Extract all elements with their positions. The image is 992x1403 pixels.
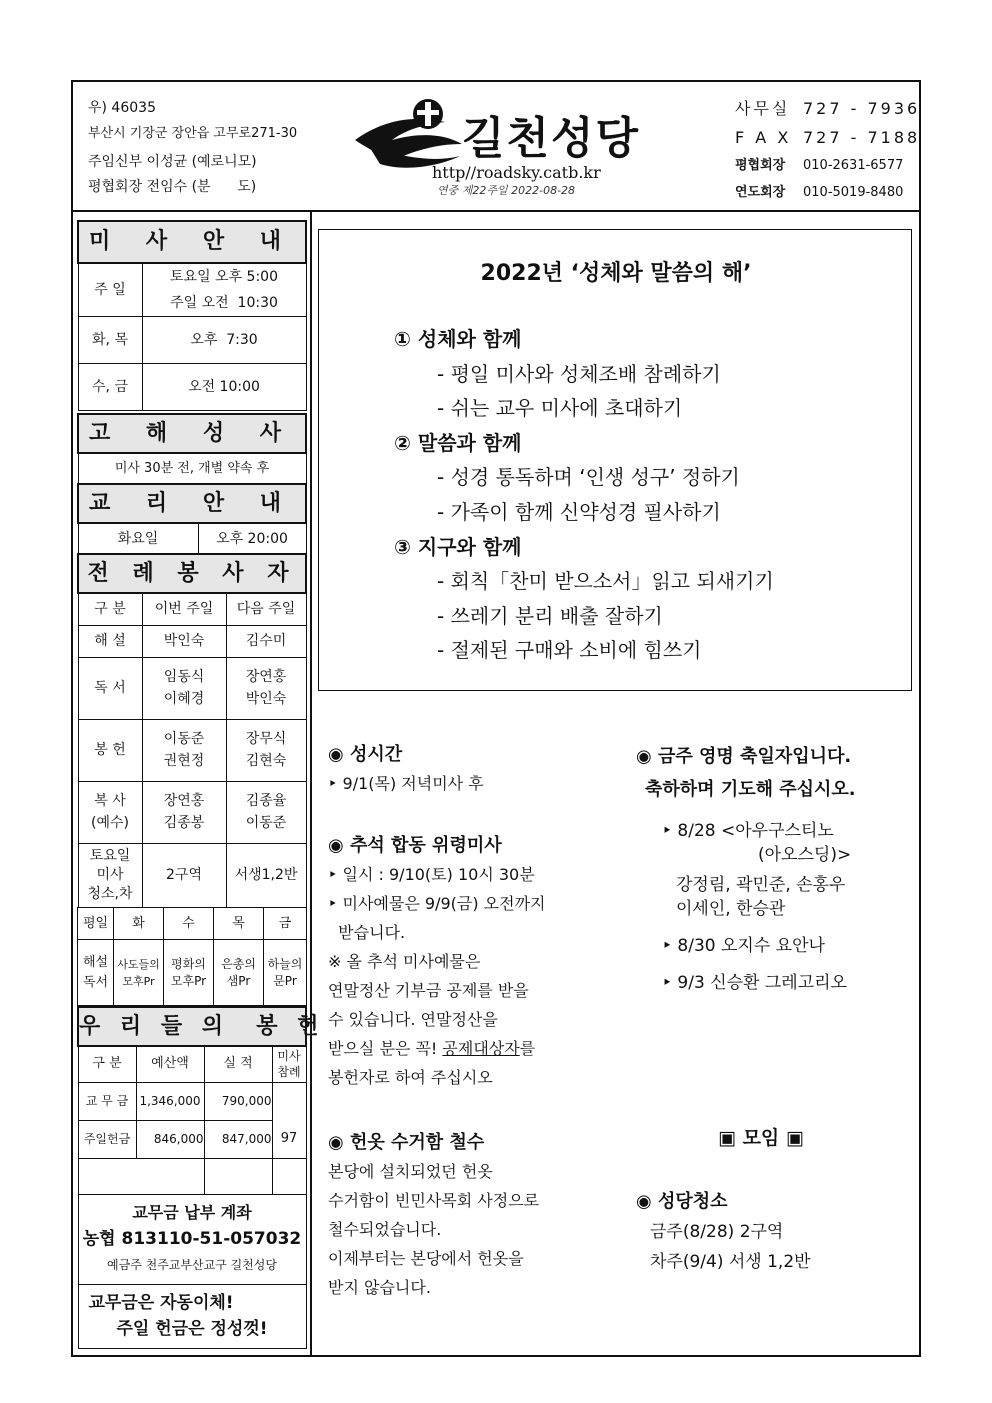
catechism-time: 오후 20:00 — [198, 523, 306, 555]
wedfri-label: 수, 금 — [78, 364, 142, 411]
offering-actual: 847,000 — [204, 1120, 272, 1158]
mass-attendance: 97 — [280, 1130, 298, 1146]
offering-table — [77, 1006, 325, 1349]
servers-col-this: 이번 주일 — [142, 593, 226, 625]
server-this: 이동준 권현정 — [142, 719, 226, 781]
header-address-block — [88, 96, 297, 200]
offering-col-actual: 실 적 — [204, 1046, 272, 1082]
chuseok-line: ‣ 일시 : 9/10(토) 10시 30분 — [328, 865, 535, 884]
tuethu-time: 오후 7:30 — [142, 317, 306, 364]
theme-item: - 절제된 구매와 소비에 힘쓰기 — [437, 638, 702, 663]
chuseok-line: 봉헌자로 하여 주십시오 — [328, 1068, 493, 1087]
fax-phone: 727 - 7188 — [803, 128, 921, 147]
feast-names: 이세인, 한승관 — [676, 899, 786, 919]
offering-col-kind: 구 분 — [78, 1046, 136, 1082]
chuseok-line: ‣ 미사예물은 9/9(금) 오전까지 — [328, 894, 546, 913]
slogan-1: 교무금은 자동이체! — [88, 1293, 234, 1313]
server-role: 토요일 미사 청소,차 — [78, 843, 142, 907]
feast-list — [662, 818, 851, 997]
notices-column — [328, 740, 484, 798]
clothes-line: 철수되었습니다. — [328, 1220, 442, 1239]
yeondo-phone: 010-5019-8480 — [803, 185, 904, 200]
chuseok-line: 받습니다. — [328, 923, 406, 942]
chuseok-line: 연말정산 기부금 공제를 받을 — [328, 981, 529, 1000]
server-this: 장연홍 김종봉 — [142, 781, 226, 843]
account-holder: 예금주 천주교부산교구 길천성당 — [107, 1258, 277, 1272]
parish-url: http//roadsky.catb.kr — [432, 163, 601, 182]
server-role: 독 서 — [78, 657, 142, 719]
office-label: 사무실 — [735, 99, 791, 118]
offering-col-budget: 예산액 — [136, 1046, 204, 1082]
offering-budget: 1,346,000 — [136, 1082, 204, 1120]
offering-kind: 주일헌금 — [78, 1120, 136, 1158]
offering-title: 우 리 들 의 봉 헌 — [78, 1007, 306, 1046]
offering-kind: 교 무 금 — [78, 1082, 136, 1120]
yearly-theme-box — [318, 229, 912, 691]
weekday-header: 수 — [164, 908, 214, 940]
feast-title-2: 축하하며 기도해 주십시오. — [645, 779, 856, 800]
slogan-2: 주일 헌금은 정성껏! — [116, 1319, 268, 1339]
chuseok-line: 받으실 분은 꼭! — [328, 1039, 443, 1058]
theme-heading: ① 성체와 함께 — [394, 327, 522, 351]
meetings-block — [636, 1187, 811, 1277]
council-phone: 010-2631-6577 — [803, 158, 904, 173]
account-title: 교무금 납부 계좌 — [132, 1203, 252, 1222]
sunday-time-2: 주일 오전 10:30 — [170, 295, 278, 311]
theme-item: - 성경 통독하며 ‘인생 성구’ 정하기 — [437, 465, 740, 490]
cleaning-this-week: 금주(8/28) 2구역 — [650, 1222, 784, 1242]
theme-item: - 회칙「찬미 받으소서」읽고 되새기기 — [437, 569, 774, 594]
server-role: 해 설 — [78, 625, 142, 657]
weekday-cell: 해설 독서 — [78, 940, 114, 1006]
theme-heading: ② 말씀과 함께 — [394, 430, 522, 455]
liturgical-date: 연중 제22주일 2022-08-28 — [437, 184, 576, 197]
server-this: 2구역 — [142, 843, 226, 907]
server-next: 김수미 — [226, 625, 306, 657]
offering-actual: 790,000 — [204, 1082, 272, 1120]
chuseok-line: ※ 올 추석 미사예물은 — [328, 952, 481, 971]
clothes-line: 본당에 설치되었던 헌옷 — [328, 1162, 493, 1181]
yeondo-label: 연도회장 — [735, 185, 786, 200]
clothes-line: 받지 않습니다. — [328, 1278, 431, 1297]
server-role: 봉 헌 — [78, 719, 142, 781]
weekday-header: 금 — [264, 908, 307, 940]
confession-table — [77, 413, 307, 486]
address: 부산시 기장군 장안읍 고무로271-30 — [88, 126, 298, 141]
server-role: 복 사 (예수) — [78, 781, 142, 843]
weekday-cell: 은총의 샘Pr — [214, 940, 264, 1006]
feast-item: ‣ 8/28 <아우구스티노 — [662, 821, 834, 841]
feast-title-1: ◉ 금주 영명 축일자입니다. — [636, 746, 852, 767]
feast-item: (아오스딩)> — [758, 845, 852, 865]
servers-table — [77, 553, 307, 908]
pastor: 주임신부 이성균 (예로니모) — [88, 154, 257, 170]
server-next: 장연홍 박인숙 — [226, 657, 306, 719]
theme-title: 2022년 ‘성체와 말씀의 해’ — [480, 261, 752, 286]
sunday-label: 주 일 — [78, 263, 142, 317]
weekday-cell: 하늘의 문Pr — [264, 940, 307, 1006]
cleaning-next-week: 차주(9/4) 서생 1,2반 — [650, 1252, 811, 1272]
clothes-title: ◉ 헌옷 수거함 철수 — [328, 1132, 485, 1153]
weekday-cell: 사도들의 모후Pr — [114, 940, 164, 1006]
theme-heading: ③ 지구와 함께 — [394, 534, 522, 559]
theme-list — [394, 322, 774, 668]
servers-title: 전 례 봉 사 자 — [78, 554, 306, 593]
offering-budget: 846,000 — [136, 1120, 204, 1158]
parish-name: 길천성당 — [462, 113, 641, 164]
wedfri-time: 오전 10:00 — [142, 364, 306, 411]
confession-text: 미사 30분 전, 개별 약속 후 — [78, 453, 306, 485]
theme-item: - 가족이 함께 신약성경 필사하기 — [437, 499, 721, 524]
tuethu-label: 화, 목 — [78, 317, 142, 364]
account-number: 농협 813110-51-057032 — [82, 1229, 302, 1249]
sunday-time-1: 토요일 오후 5:00 — [170, 269, 278, 285]
clothes-line: 수거함이 빈민사목회 사정으로 — [328, 1191, 540, 1210]
fax-label: F A X — [735, 128, 792, 147]
theme-item: - 쓰레기 분리 배출 잘하기 — [437, 603, 663, 628]
header-divider — [71, 210, 921, 212]
feast-item: ‣ 9/3 신승환 그레고리오 — [662, 973, 847, 993]
server-next: 장무식 김현숙 — [226, 719, 306, 781]
clothes-line: 이제부터는 본당에서 헌옷을 — [328, 1249, 524, 1268]
weekday-header: 화 — [114, 908, 164, 940]
council-head: 평협회장 전임수 (분 도) — [88, 179, 257, 195]
feast-column — [636, 740, 856, 806]
servers-col-kind: 구 분 — [78, 593, 142, 625]
council-label: 평협회장 — [735, 158, 786, 173]
server-next: 김종율 이동준 — [226, 781, 306, 843]
cleaning-title: ◉ 성당청소 — [636, 1191, 728, 1212]
catechism-title: 교 리 안 내 — [78, 484, 306, 523]
office-phone: 727 - 7936 — [803, 99, 921, 118]
mass-title: 미 사 안 내 — [78, 221, 306, 263]
catechism-day: 화요일 — [78, 523, 198, 555]
chuseok-notice — [328, 831, 546, 1092]
theme-item: - 쉬는 교우 미사에 초대하기 — [437, 396, 683, 421]
chuseok-line: 수 있습니다. 연말정산을 — [328, 1010, 498, 1029]
offering-col-mass: 미사 참례 — [272, 1046, 306, 1082]
feast-item: ‣ 8/30 오지수 요안나 — [662, 936, 825, 956]
server-next: 서생1,2반 — [226, 843, 306, 907]
servers-col-next: 다음 주일 — [226, 593, 306, 625]
weekday-header: 목 — [214, 908, 264, 940]
chuseok-line: 를 — [519, 1039, 536, 1058]
weekday-header: 평일 — [78, 908, 114, 940]
theme-item: - 평일 미사와 성체조배 참례하기 — [437, 361, 721, 386]
confession-title: 고 해 성 사 — [78, 414, 306, 453]
deduction-target: 공제대상자 — [442, 1039, 520, 1058]
chuseok-title: ◉ 추석 합동 위령미사 — [328, 835, 502, 856]
postcode: 우) 46035 — [88, 100, 156, 116]
mass-schedule-table — [77, 220, 307, 411]
clothes-notice — [328, 1128, 539, 1302]
weekday-cell: 평화의 모후Pr — [164, 940, 214, 1006]
server-this: 임동식 이혜경 — [142, 657, 226, 719]
feast-names: 강정림, 곽민준, 손홍우 — [676, 875, 846, 895]
weekday-servers-table — [77, 907, 307, 1006]
server-this: 박인숙 — [142, 625, 226, 657]
holy-hour-text: ‣ 9/1(목) 저녁미사 후 — [328, 774, 484, 793]
column-divider — [310, 211, 312, 1356]
meetings-title: ▣ 모임 ▣ — [718, 1127, 804, 1149]
catechism-table — [77, 483, 307, 556]
holy-hour-title: ◉ 성시간 — [328, 744, 403, 765]
header-contacts — [735, 94, 920, 206]
